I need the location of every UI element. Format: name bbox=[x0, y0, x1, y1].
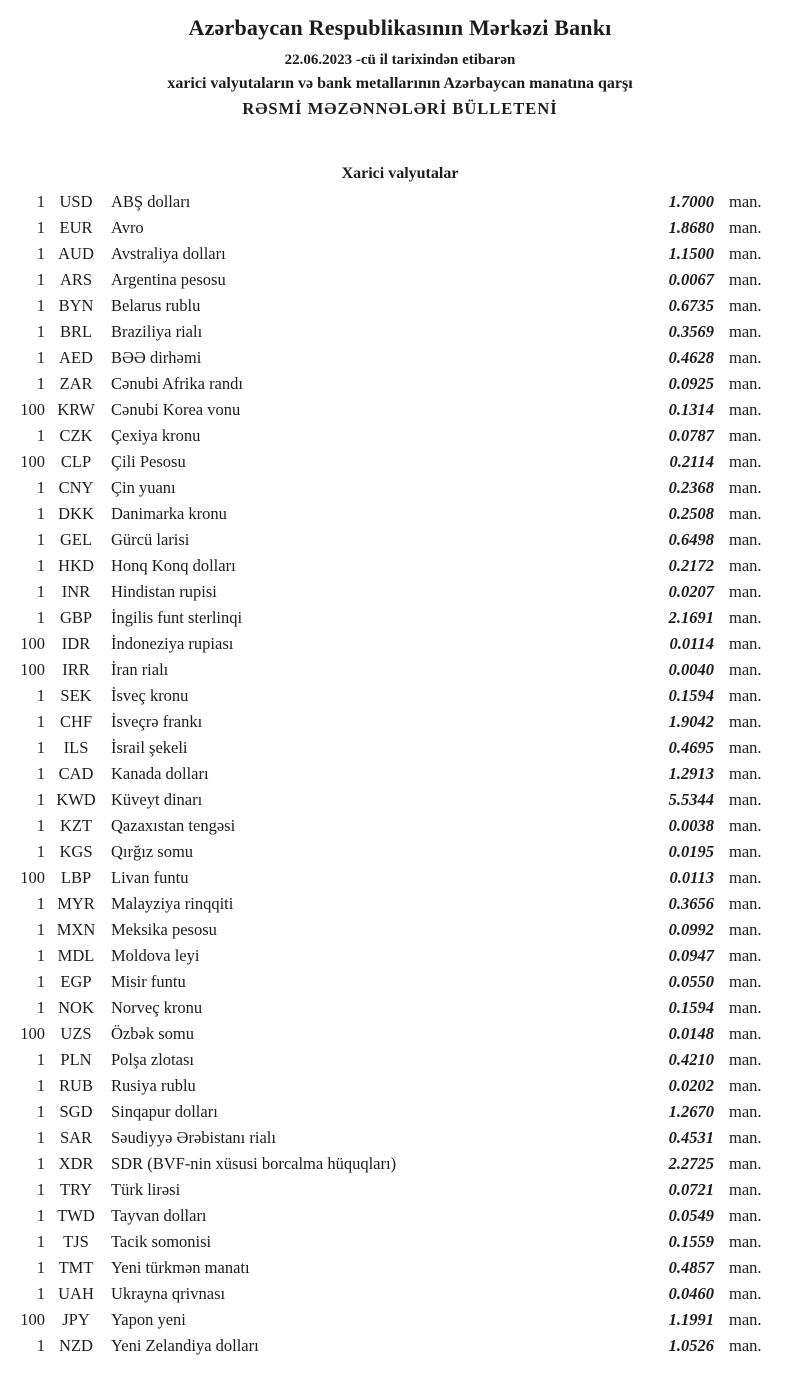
table-row bbox=[0, 865, 767, 891]
table-row bbox=[0, 1333, 767, 1359]
unit-label-cell: man. bbox=[729, 997, 762, 1017]
currency-name-cell: Rusiya rublu bbox=[111, 1075, 196, 1095]
unit-label-cell: man. bbox=[729, 451, 762, 471]
currency-code-cell: SAR bbox=[59, 1127, 93, 1147]
quantity-cell: 1 bbox=[36, 1283, 45, 1303]
quantity-cell: 1 bbox=[36, 1101, 45, 1121]
currency-name-cell: Meksika pesosu bbox=[111, 919, 217, 939]
unit-label-cell: man. bbox=[729, 503, 762, 523]
unit-label-cell: man. bbox=[729, 737, 762, 757]
currency-code-cell: ILS bbox=[63, 737, 89, 757]
unit-label-cell: man. bbox=[729, 841, 762, 861]
unit-label-cell: man. bbox=[729, 607, 762, 627]
currency-code-cell: TRY bbox=[59, 1179, 93, 1199]
unit-label-cell: man. bbox=[729, 633, 762, 653]
rate-value-cell: 0.2114 bbox=[669, 451, 714, 471]
rate-value-cell: 0.4695 bbox=[668, 737, 714, 757]
unit-label-cell: man. bbox=[729, 581, 762, 601]
quantity-cell: 1 bbox=[36, 815, 45, 835]
quantity-cell: 1 bbox=[36, 295, 45, 315]
rate-value-cell: 0.2368 bbox=[668, 477, 714, 497]
table-row bbox=[0, 657, 767, 683]
currency-name-cell: İngilis funt sterlinqi bbox=[111, 607, 243, 627]
rate-value-cell: 1.8680 bbox=[668, 217, 714, 237]
table-row bbox=[0, 943, 767, 969]
rate-value-cell: 1.2670 bbox=[668, 1101, 714, 1121]
rate-value-cell: 1.1991 bbox=[668, 1309, 714, 1329]
currency-name-cell: Malayziya rinqqiti bbox=[111, 893, 234, 913]
unit-label-cell: man. bbox=[729, 399, 762, 419]
currency-name-cell: Avro bbox=[111, 217, 144, 237]
rate-value-cell: 0.1594 bbox=[668, 997, 714, 1017]
table-row bbox=[0, 1177, 767, 1203]
unit-label-cell: man. bbox=[729, 659, 762, 679]
rate-value-cell: 0.3569 bbox=[668, 321, 714, 341]
quantity-cell: 1 bbox=[36, 607, 45, 627]
quantity-cell: 1 bbox=[36, 1335, 45, 1355]
currency-name-cell: Misir funtu bbox=[111, 971, 186, 991]
currency-name-cell: Qırğız somu bbox=[111, 841, 194, 861]
currency-name-cell: Belarus rublu bbox=[111, 295, 201, 315]
unit-label-cell: man. bbox=[729, 971, 762, 991]
table-row bbox=[0, 605, 767, 631]
currency-name-cell: Tacik somonisi bbox=[111, 1231, 212, 1251]
unit-label-cell: man. bbox=[729, 1075, 762, 1095]
unit-label-cell: man. bbox=[729, 867, 762, 887]
quantity-cell: 1 bbox=[36, 711, 45, 731]
table-row bbox=[0, 761, 767, 787]
rate-value-cell: 1.0526 bbox=[668, 1335, 714, 1355]
table-row bbox=[0, 1307, 767, 1333]
currency-code-cell: BRL bbox=[59, 321, 93, 341]
currency-name-cell: İran rialı bbox=[111, 659, 169, 679]
scope-line: xarici valyutaların və bank metallarının Azərbaycan manatına qarşı bbox=[167, 74, 633, 92]
page-title: Azərbaycan Respublikasının Mərkəzi Bankı bbox=[188, 15, 612, 40]
currency-code-cell: XDR bbox=[58, 1153, 94, 1173]
table-row bbox=[0, 813, 767, 839]
currency-code-cell: KGS bbox=[59, 841, 93, 861]
rate-value-cell: 0.4531 bbox=[668, 1127, 714, 1147]
unit-label-cell: man. bbox=[729, 243, 762, 263]
unit-label-cell: man. bbox=[729, 1179, 762, 1199]
currency-code-cell: TJS bbox=[63, 1231, 89, 1251]
unit-label-cell: man. bbox=[729, 711, 762, 731]
currency-name-cell: Tayvan dolları bbox=[111, 1205, 207, 1225]
table-row bbox=[0, 1281, 767, 1307]
currency-name-cell: Polşa zlotası bbox=[111, 1049, 194, 1069]
quantity-cell: 100 bbox=[20, 1309, 45, 1329]
quantity-cell: 1 bbox=[36, 191, 45, 211]
quantity-cell: 1 bbox=[36, 919, 45, 939]
currency-name-cell: Çexiya kronu bbox=[111, 425, 201, 445]
table-row bbox=[0, 787, 767, 813]
currency-code-cell: IDR bbox=[61, 633, 91, 653]
unit-label-cell: man. bbox=[729, 1231, 762, 1251]
quantity-cell: 1 bbox=[36, 1257, 45, 1277]
unit-label-cell: man. bbox=[729, 269, 762, 289]
table-row bbox=[0, 371, 767, 397]
quantity-cell: 100 bbox=[20, 867, 45, 887]
rate-value-cell: 0.0992 bbox=[668, 919, 714, 939]
unit-label-cell: man. bbox=[729, 555, 762, 575]
unit-label-cell: man. bbox=[729, 529, 762, 549]
table-row bbox=[0, 1151, 767, 1177]
currency-name-cell: İndoneziya rupiası bbox=[111, 633, 234, 653]
unit-label-cell: man. bbox=[729, 789, 762, 809]
table-row bbox=[0, 917, 767, 943]
rate-value-cell: 0.0207 bbox=[668, 581, 714, 601]
table-row bbox=[0, 475, 767, 501]
quantity-cell: 100 bbox=[20, 659, 45, 679]
table-row bbox=[0, 995, 767, 1021]
rate-value-cell: 2.2725 bbox=[668, 1153, 714, 1173]
currency-name-cell: Danimarka kronu bbox=[111, 503, 227, 523]
quantity-cell: 1 bbox=[36, 347, 45, 367]
rate-value-cell: 0.2508 bbox=[668, 503, 714, 523]
quantity-cell: 1 bbox=[36, 1075, 45, 1095]
currency-code-cell: TWD bbox=[57, 1205, 95, 1225]
currency-name-cell: BƏƏ dirhəmi bbox=[111, 347, 202, 367]
currency-code-cell: EUR bbox=[59, 217, 93, 237]
unit-label-cell: man. bbox=[729, 763, 762, 783]
quantity-cell: 1 bbox=[36, 243, 45, 263]
rate-value-cell: 5.5344 bbox=[668, 789, 714, 809]
rate-value-cell: 0.0549 bbox=[668, 1205, 714, 1225]
rate-value-cell: 0.2172 bbox=[668, 555, 714, 575]
table-row bbox=[0, 267, 767, 293]
quantity-cell: 1 bbox=[36, 477, 45, 497]
quantity-cell: 1 bbox=[36, 217, 45, 237]
currency-code-cell: AUD bbox=[58, 243, 94, 263]
unit-label-cell: man. bbox=[729, 1023, 762, 1043]
currency-name-cell: Yeni türkmən manatı bbox=[111, 1257, 250, 1277]
unit-label-cell: man. bbox=[729, 893, 762, 913]
unit-label-cell: man. bbox=[729, 815, 762, 835]
quantity-cell: 1 bbox=[36, 555, 45, 575]
currency-name-cell: Hindistan rupisi bbox=[111, 581, 217, 601]
quantity-cell: 1 bbox=[36, 529, 45, 549]
table-row bbox=[0, 1229, 767, 1255]
quantity-cell: 100 bbox=[20, 633, 45, 653]
rate-value-cell: 0.0460 bbox=[668, 1283, 714, 1303]
table-row bbox=[0, 345, 767, 371]
rate-value-cell: 1.1500 bbox=[668, 243, 714, 263]
quantity-cell: 1 bbox=[36, 1049, 45, 1069]
currency-code-cell: INR bbox=[61, 581, 91, 601]
table-row bbox=[0, 1255, 767, 1281]
unit-label-cell: man. bbox=[729, 217, 762, 237]
unit-label-cell: man. bbox=[729, 191, 762, 211]
table-row bbox=[0, 683, 767, 709]
table-row bbox=[0, 1021, 767, 1047]
quantity-cell: 1 bbox=[36, 971, 45, 991]
quantity-cell: 1 bbox=[36, 373, 45, 393]
quantity-cell: 1 bbox=[36, 997, 45, 1017]
unit-label-cell: man. bbox=[729, 1283, 762, 1303]
currency-name-cell: Yeni Zelandiya dolları bbox=[111, 1335, 259, 1355]
currency-name-cell: Argentina pesosu bbox=[111, 269, 226, 289]
quantity-cell: 1 bbox=[36, 581, 45, 601]
rate-value-cell: 1.7000 bbox=[668, 191, 714, 211]
unit-label-cell: man. bbox=[729, 1049, 762, 1069]
currency-code-cell: KRW bbox=[57, 399, 95, 419]
unit-label-cell: man. bbox=[729, 1257, 762, 1277]
currency-code-cell: BYN bbox=[58, 295, 94, 315]
quantity-cell: 1 bbox=[36, 269, 45, 289]
quantity-cell: 1 bbox=[36, 1231, 45, 1251]
currency-name-cell: Honq Konq dolları bbox=[111, 555, 236, 575]
currency-code-cell: PLN bbox=[60, 1049, 92, 1069]
currency-code-cell: ZAR bbox=[59, 373, 93, 393]
unit-label-cell: man. bbox=[729, 1153, 762, 1173]
currency-code-cell: CAD bbox=[58, 763, 94, 783]
rate-value-cell: 0.4857 bbox=[668, 1257, 714, 1277]
currency-code-cell: EGP bbox=[60, 971, 92, 991]
currency-name-cell: Avstraliya dolları bbox=[111, 243, 226, 263]
table-row bbox=[0, 293, 767, 319]
table-row bbox=[0, 319, 767, 345]
rate-value-cell: 0.0067 bbox=[668, 269, 714, 289]
unit-label-cell: man. bbox=[729, 477, 762, 497]
currency-name-cell: Moldova leyi bbox=[111, 945, 200, 965]
currency-code-cell: UZS bbox=[60, 1023, 92, 1043]
rate-value-cell: 0.0202 bbox=[668, 1075, 714, 1095]
currency-name-cell: Livan funtu bbox=[111, 867, 189, 887]
table-row bbox=[0, 1203, 767, 1229]
unit-label-cell: man. bbox=[729, 347, 762, 367]
rate-value-cell: 0.0925 bbox=[668, 373, 714, 393]
currency-name-cell: Çili Pesosu bbox=[111, 451, 186, 471]
table-row bbox=[0, 579, 767, 605]
table-row bbox=[0, 735, 767, 761]
rate-value-cell: 0.4628 bbox=[668, 347, 714, 367]
quantity-cell: 1 bbox=[36, 1153, 45, 1173]
currency-name-cell: Küveyt dinarı bbox=[111, 789, 203, 809]
currency-name-cell: Gürcü larisi bbox=[111, 529, 190, 549]
currency-code-cell: SEK bbox=[60, 685, 92, 705]
currency-name-cell: Çin yuanı bbox=[111, 477, 176, 497]
rate-value-cell: 0.0195 bbox=[668, 841, 714, 861]
quantity-cell: 1 bbox=[36, 841, 45, 861]
quantity-cell: 1 bbox=[36, 789, 45, 809]
unit-label-cell: man. bbox=[729, 1205, 762, 1225]
currency-name-cell: Kanada dolları bbox=[111, 763, 209, 783]
rate-value-cell: 0.4210 bbox=[668, 1049, 714, 1069]
quantity-cell: 1 bbox=[36, 763, 45, 783]
rate-value-cell: 1.2913 bbox=[668, 763, 714, 783]
table-row bbox=[0, 501, 767, 527]
currency-name-cell: Braziliya rialı bbox=[111, 321, 203, 341]
quantity-cell: 100 bbox=[20, 451, 45, 471]
currency-name-cell: Yapon yeni bbox=[111, 1309, 186, 1329]
currency-name-cell: Qazaxıstan tengəsi bbox=[111, 815, 236, 835]
currency-code-cell: UAH bbox=[58, 1283, 94, 1303]
rate-value-cell: 0.1559 bbox=[668, 1231, 714, 1251]
currency-code-cell: SGD bbox=[59, 1101, 93, 1121]
quantity-cell: 1 bbox=[36, 737, 45, 757]
table-row bbox=[0, 215, 767, 241]
table-row bbox=[0, 449, 767, 475]
unit-label-cell: man. bbox=[729, 919, 762, 939]
unit-label-cell: man. bbox=[729, 1101, 762, 1121]
unit-label-cell: man. bbox=[729, 1309, 762, 1329]
table-row bbox=[0, 423, 767, 449]
table-row bbox=[0, 969, 767, 995]
currency-code-cell: KWD bbox=[56, 789, 96, 809]
table-row bbox=[0, 1125, 767, 1151]
table-row bbox=[0, 631, 767, 657]
currency-code-cell: ARS bbox=[59, 269, 93, 289]
currency-name-cell: ABŞ dolları bbox=[111, 191, 191, 211]
currency-name-cell: Səudiyyə Ərəbistanı rialı bbox=[111, 1127, 276, 1147]
rate-value-cell: 1.9042 bbox=[668, 711, 714, 731]
rate-value-cell: 0.0787 bbox=[668, 425, 714, 445]
table-row bbox=[0, 241, 767, 267]
unit-label-cell: man. bbox=[729, 1335, 762, 1355]
quantity-cell: 1 bbox=[36, 321, 45, 341]
currency-code-cell: CNY bbox=[58, 477, 94, 497]
currency-code-cell: MYR bbox=[57, 893, 95, 913]
unit-label-cell: man. bbox=[729, 321, 762, 341]
table-row bbox=[0, 527, 767, 553]
unit-label-cell: man. bbox=[729, 1127, 762, 1147]
rate-value-cell: 0.6735 bbox=[668, 295, 714, 315]
table-row bbox=[0, 189, 767, 215]
table-row bbox=[0, 1099, 767, 1125]
rate-value-cell: 0.0113 bbox=[669, 867, 714, 887]
currency-code-cell: HKD bbox=[58, 555, 94, 575]
currency-code-cell: LBP bbox=[60, 867, 92, 887]
currency-name-cell: Türk lirəsi bbox=[111, 1179, 181, 1199]
quantity-cell: 1 bbox=[36, 1127, 45, 1147]
quantity-cell: 1 bbox=[36, 1205, 45, 1225]
table-row bbox=[0, 1047, 767, 1073]
table-row bbox=[0, 553, 767, 579]
currency-code-cell: RUB bbox=[59, 1075, 93, 1095]
currency-code-cell: KZT bbox=[59, 815, 93, 835]
currency-name-cell: Özbək somu bbox=[111, 1023, 194, 1043]
rate-value-cell: 0.1314 bbox=[668, 399, 714, 419]
rate-value-cell: 0.0114 bbox=[669, 633, 714, 653]
unit-label-cell: man. bbox=[729, 295, 762, 315]
unit-label-cell: man. bbox=[729, 945, 762, 965]
effective-date-line: 22.06.2023 -cü il tarixindən etibarən bbox=[284, 51, 516, 68]
table-row bbox=[0, 891, 767, 917]
unit-label-cell: man. bbox=[729, 425, 762, 445]
currency-name-cell: Norveç kronu bbox=[111, 997, 203, 1017]
currency-code-cell: JPY bbox=[62, 1309, 90, 1329]
currency-name-cell: İsveç kronu bbox=[111, 685, 189, 705]
bulletin-name-line: RƏSMİ MƏZƏNNƏLƏRİ BÜLLETENİ bbox=[242, 98, 558, 118]
currency-name-cell: Sinqapur dolları bbox=[111, 1101, 218, 1121]
currency-code-cell: USD bbox=[59, 191, 93, 211]
currency-name-cell: SDR (BVF-nin xüsusi borcalma hüquqları) bbox=[111, 1153, 397, 1173]
currency-code-cell: MXN bbox=[56, 919, 96, 939]
currency-code-cell: IRR bbox=[62, 659, 90, 679]
rate-value-cell: 0.1594 bbox=[668, 685, 714, 705]
unit-label-cell: man. bbox=[729, 373, 762, 393]
rate-value-cell: 0.0040 bbox=[668, 659, 714, 679]
currency-code-cell: CZK bbox=[59, 425, 93, 445]
table-row bbox=[0, 709, 767, 735]
currency-code-cell: CHF bbox=[59, 711, 93, 731]
currency-code-cell: MDL bbox=[57, 945, 95, 965]
currency-name-cell: İsrail şekeli bbox=[111, 737, 188, 757]
rate-value-cell: 2.1691 bbox=[668, 607, 714, 627]
rate-value-cell: 0.3656 bbox=[668, 893, 714, 913]
currency-name-cell: Cənubi Korea vonu bbox=[111, 399, 241, 419]
currency-name-cell: Ukrayna qrivnası bbox=[111, 1283, 226, 1303]
currency-code-cell: NZD bbox=[59, 1335, 93, 1355]
quantity-cell: 100 bbox=[20, 1023, 45, 1043]
rate-value-cell: 0.0721 bbox=[668, 1179, 714, 1199]
quantity-cell: 1 bbox=[36, 1179, 45, 1199]
currency-code-cell: CLP bbox=[60, 451, 92, 471]
table-row bbox=[0, 1073, 767, 1099]
currency-code-cell: GBP bbox=[59, 607, 93, 627]
table-row bbox=[0, 397, 767, 423]
section-title-foreign-currencies: Xarici valyutalar bbox=[341, 164, 459, 182]
currency-code-cell: GEL bbox=[59, 529, 93, 549]
currency-code-cell: TMT bbox=[58, 1257, 94, 1277]
quantity-cell: 1 bbox=[36, 425, 45, 445]
rate-value-cell: 0.0148 bbox=[668, 1023, 714, 1043]
rate-value-cell: 0.6498 bbox=[668, 529, 714, 549]
quantity-cell: 1 bbox=[36, 945, 45, 965]
quantity-cell: 1 bbox=[36, 893, 45, 913]
quantity-cell: 100 bbox=[20, 399, 45, 419]
rate-value-cell: 0.0038 bbox=[668, 815, 714, 835]
currency-code-cell: NOK bbox=[58, 997, 94, 1017]
currency-rate-table bbox=[0, 189, 800, 1359]
currency-code-cell: DKK bbox=[58, 503, 94, 523]
currency-name-cell: Cənubi Afrika randı bbox=[111, 373, 243, 393]
unit-label-cell: man. bbox=[729, 685, 762, 705]
quantity-cell: 1 bbox=[36, 503, 45, 523]
table-row bbox=[0, 839, 767, 865]
currency-code-cell: AED bbox=[59, 347, 93, 367]
currency-name-cell: İsveçrə frankı bbox=[111, 711, 203, 731]
rate-value-cell: 0.0947 bbox=[668, 945, 714, 965]
quantity-cell: 1 bbox=[36, 685, 45, 705]
rate-value-cell: 0.0550 bbox=[668, 971, 714, 991]
